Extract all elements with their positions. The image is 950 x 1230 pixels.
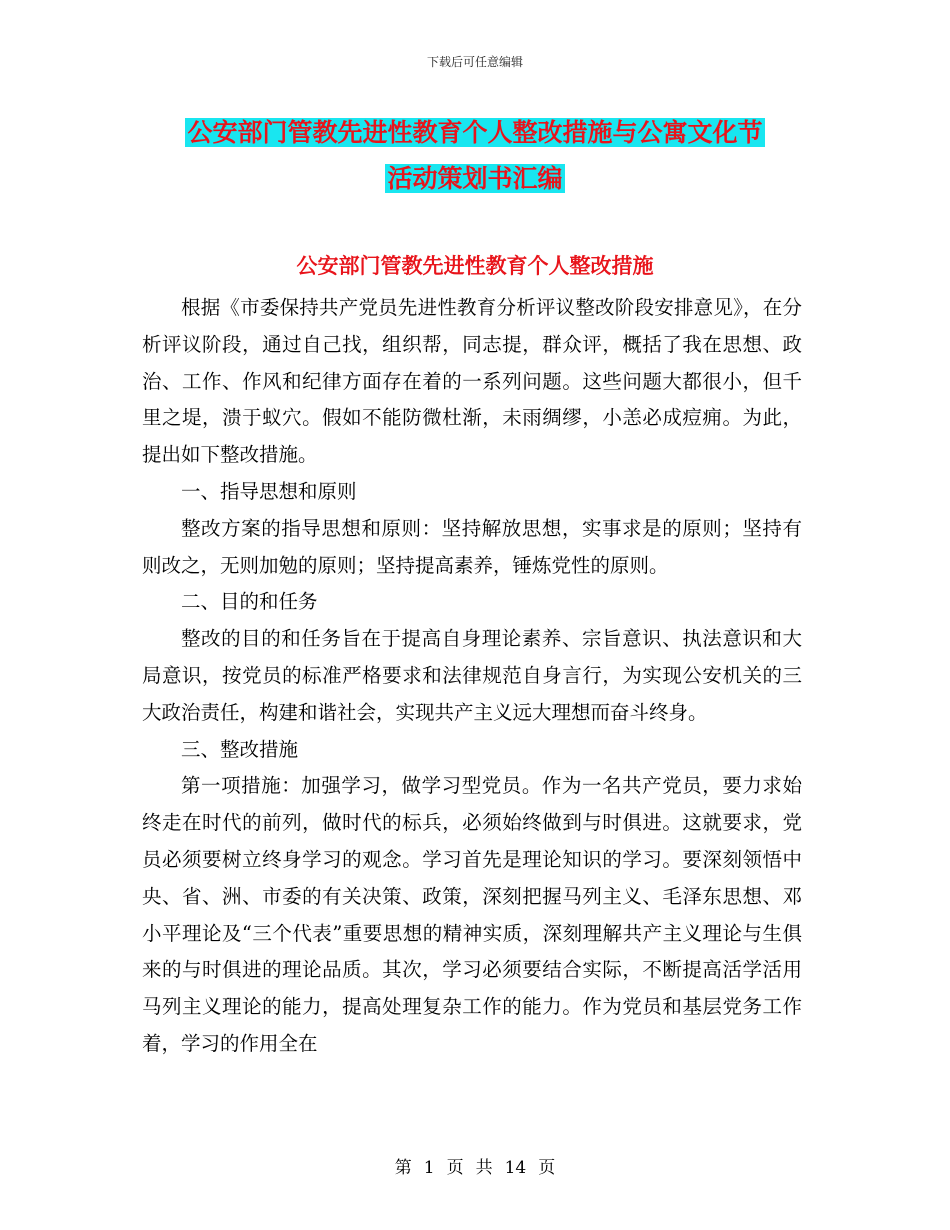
heading-guiding-principles: 一、指导思想和原则 xyxy=(181,479,357,503)
heading-measures: 三、整改措施 xyxy=(181,737,299,761)
paragraph-guiding-principles: 整改方案的指导思想和原则：坚持解放思想，实事求是的原则；坚持有则改之，无则加勉的原则；坚持提高素养，锤炼党性的原则。 xyxy=(142,516,802,577)
footer-di: 第 xyxy=(394,1158,412,1178)
paragraph-measure-1: 第一项措施：加强学习，做学习型党员。作为一名共产党员，要力求始终走在时代的前列，做时代的标兵，必须始终做到与时俱进。这就要求，党员必须要树立终身学习的观念。学习首先是理论知识的学习。要深刻领悟中央、省、洲、市委的有关决策、政策，深刻把握马列主义、毛泽东思想、邓小平理论及“三个代表”重要思想的精神实质，深刻理解共产主义理论与生俱来的与时俱进的理论品质。其次，学习必须要结合实际，不断提高活学活用马列主义理论的能力，提高处理复杂工作的能力。作为党员和基层党务工作着，学习的作用全在 xyxy=(142,774,802,1055)
paragraph-goals-tasks: 整改的目的和任务旨在于提高自身理论素养、宗旨意识、执法意识和大局意识，按党员的标准严格要求和法律规范自身言行，为实现公安机关的三大政治责任，构建和谐社会，实现共产主义远大理想而奋斗终身。 xyxy=(142,627,802,724)
section-title: 公安部门管教先进性教育个人整改措施 xyxy=(296,254,654,278)
document-body xyxy=(142,290,802,1063)
footer-ye2: 页 xyxy=(538,1158,556,1178)
paragraph-intro: 根据《市委保持共产党员先进性教育分析评议整改阶段安排意见》，在分析评议阶段，通过自己找，组织帮，同志提，群众评，概括了我在思想、政治、工作、作风和纪律方面存在着的一系列问题。这些问题大都很小，但千里之堤，溃于蚁穴。假如不能防微杜渐，未雨绸缪，小恙必成痘痈。为此，提出如下整改措施。 xyxy=(142,296,802,467)
footer-gong: 共 xyxy=(475,1158,493,1178)
document-title xyxy=(140,110,810,202)
page-footer xyxy=(0,1153,950,1178)
document-title-line-2: 活动策划书汇编 xyxy=(387,164,563,193)
page-header-note: 下载后可任意编辑 xyxy=(426,55,523,69)
footer-ye: 页 xyxy=(446,1158,464,1178)
total-pages: 14 xyxy=(504,1158,527,1178)
page-number: 1 xyxy=(423,1158,435,1178)
heading-goals-tasks: 二、目的和任务 xyxy=(181,590,318,614)
document-title-line-1: 公安部门管教先进性教育个人整改措施与公寓文化节 xyxy=(187,118,763,147)
